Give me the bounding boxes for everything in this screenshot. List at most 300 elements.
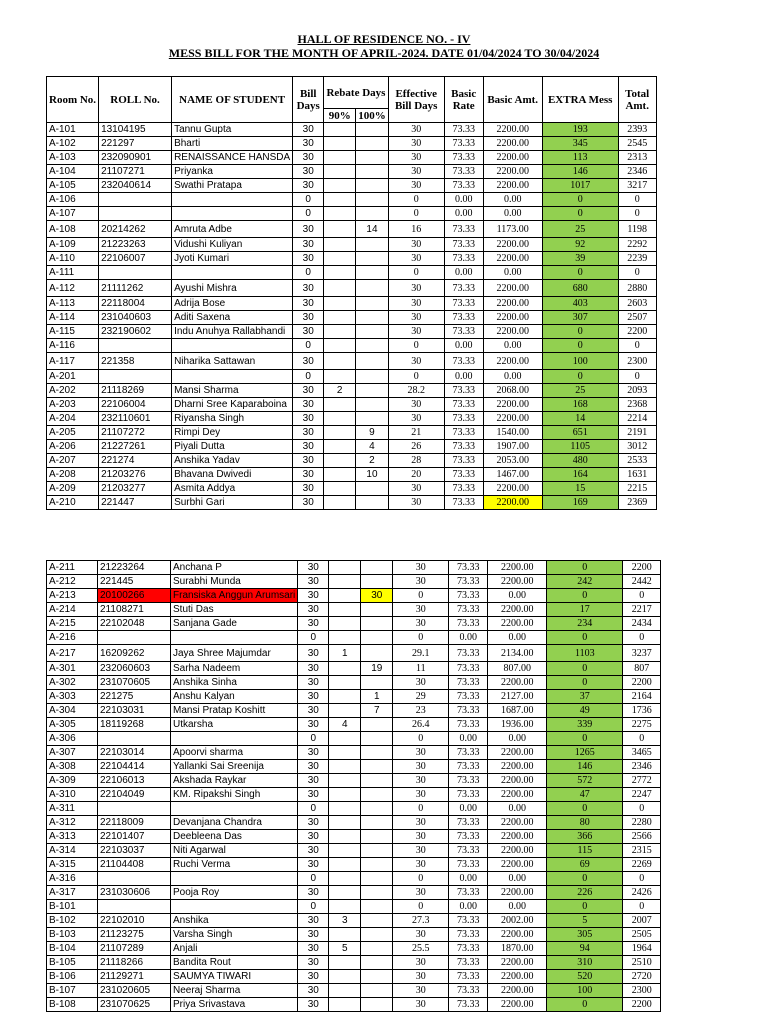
roll-cell: 21123275 xyxy=(98,928,171,942)
effective-days-cell: 0 xyxy=(393,802,449,816)
basic-rate-cell: 73.33 xyxy=(444,384,483,398)
roll-cell: 221275 xyxy=(98,690,171,704)
total-amt-cell: 1964 xyxy=(623,942,661,956)
rebate-100-cell xyxy=(361,844,393,858)
table-row xyxy=(47,468,657,482)
table-row xyxy=(47,339,657,353)
rebate-90-cell xyxy=(324,468,356,482)
room-cell: A-303 xyxy=(47,690,98,704)
roll-cell: 21118266 xyxy=(98,956,171,970)
rebate-90-cell xyxy=(329,970,361,984)
extra-mess-cell: 14 xyxy=(542,412,618,426)
rebate-90-cell xyxy=(324,440,356,454)
extra-mess-cell: 480 xyxy=(542,454,618,468)
extra-mess-cell: 242 xyxy=(547,575,623,589)
rebate-100-cell: 14 xyxy=(356,221,389,238)
room-cell: A-206 xyxy=(47,440,99,454)
room-cell: A-108 xyxy=(47,221,99,238)
room-cell: A-306 xyxy=(47,732,98,746)
rebate-90-cell xyxy=(324,398,356,412)
roll-cell: 22118009 xyxy=(98,816,171,830)
basic-amt-cell: 2053.00 xyxy=(483,454,542,468)
name-cell xyxy=(171,631,298,645)
table-row xyxy=(47,942,661,956)
basic-amt-cell: 2200.00 xyxy=(483,353,542,370)
table-row xyxy=(47,760,661,774)
roll-cell: 231070605 xyxy=(98,676,171,690)
extra-mess-cell: 0 xyxy=(542,339,618,353)
rebate-100-cell xyxy=(361,984,393,998)
room-cell: A-304 xyxy=(47,704,98,718)
total-amt-cell: 2346 xyxy=(623,760,661,774)
total-amt-cell: 2880 xyxy=(618,280,656,297)
header-rebate-90: 90% xyxy=(324,109,356,123)
roll-cell: 22103031 xyxy=(98,704,171,718)
roll-cell xyxy=(98,802,171,816)
roll-cell: 21111262 xyxy=(99,280,172,297)
extra-mess-cell: 100 xyxy=(547,984,623,998)
basic-amt-cell: 1467.00 xyxy=(483,468,542,482)
bill-days-cell: 0 xyxy=(298,900,329,914)
bill-title: MESS BILL FOR THE MONTH OF APRIL-2024. DATE 01/04/2024 TO 30/04/2024 xyxy=(168,46,600,60)
room-cell: A-312 xyxy=(47,816,98,830)
total-amt-cell: 0 xyxy=(623,872,661,886)
basic-rate-cell: 73.33 xyxy=(444,325,483,339)
name-cell: Pooja Roy xyxy=(171,886,298,900)
basic-rate-cell: 73.33 xyxy=(449,970,488,984)
table-row xyxy=(47,816,661,830)
rebate-100-cell xyxy=(361,676,393,690)
total-amt-cell: 2200 xyxy=(623,561,661,575)
effective-days-cell: 30 xyxy=(388,398,444,412)
name-cell xyxy=(171,802,298,816)
table-row xyxy=(47,412,657,426)
table-row xyxy=(47,238,657,252)
total-amt-cell: 2442 xyxy=(623,575,661,589)
rebate-90-cell xyxy=(329,617,361,631)
total-amt-cell: 2426 xyxy=(623,886,661,900)
roll-cell: 21104408 xyxy=(98,858,171,872)
rebate-100-cell: 10 xyxy=(356,468,389,482)
rebate-90-cell: 1 xyxy=(329,645,361,662)
room-cell: A-105 xyxy=(47,179,99,193)
rebate-90-cell xyxy=(324,370,356,384)
rebate-100-cell xyxy=(361,603,393,617)
basic-amt-cell: 2200.00 xyxy=(488,956,547,970)
table-row xyxy=(47,830,661,844)
roll-cell xyxy=(98,732,171,746)
extra-mess-cell: 39 xyxy=(542,252,618,266)
rebate-90-cell xyxy=(329,858,361,872)
rebate-100-cell xyxy=(361,802,393,816)
roll-cell: 221274 xyxy=(99,454,172,468)
total-amt-cell: 2247 xyxy=(623,788,661,802)
table-row xyxy=(47,631,661,645)
rebate-100-cell xyxy=(356,179,389,193)
effective-days-cell: 0 xyxy=(388,193,444,207)
bill-days-cell: 30 xyxy=(298,816,329,830)
total-amt-cell: 2191 xyxy=(618,426,656,440)
effective-days-cell: 30 xyxy=(393,998,449,1012)
rebate-100-cell xyxy=(361,631,393,645)
name-cell: Neeraj Sharma xyxy=(171,984,298,998)
total-amt-cell: 2200 xyxy=(623,676,661,690)
effective-days-cell: 30 xyxy=(393,858,449,872)
extra-mess-cell: 403 xyxy=(542,297,618,311)
room-cell: B-105 xyxy=(47,956,98,970)
rebate-100-cell xyxy=(356,353,389,370)
rebate-90-cell xyxy=(324,496,356,510)
extra-mess-cell: 168 xyxy=(542,398,618,412)
name-cell: Priya Srivastava xyxy=(171,998,298,1012)
room-cell: A-113 xyxy=(47,297,99,311)
extra-mess-cell: 307 xyxy=(542,311,618,325)
bill-days-cell: 0 xyxy=(298,802,329,816)
name-cell: Akshada Raykar xyxy=(171,774,298,788)
roll-cell: 221358 xyxy=(99,353,172,370)
table-row xyxy=(47,325,657,339)
basic-rate-cell: 73.33 xyxy=(449,956,488,970)
extra-mess-cell: 0 xyxy=(542,207,618,221)
basic-amt-cell: 2200.00 xyxy=(488,816,547,830)
effective-days-cell: 30 xyxy=(388,179,444,193)
bill-days-cell: 30 xyxy=(298,589,329,603)
effective-days-cell: 26 xyxy=(388,440,444,454)
table-row xyxy=(47,384,657,398)
rebate-90-cell: 2 xyxy=(324,384,356,398)
basic-rate-cell: 73.33 xyxy=(449,942,488,956)
basic-rate-cell: 73.33 xyxy=(444,353,483,370)
bill-days-cell: 30 xyxy=(298,575,329,589)
rebate-90-cell xyxy=(324,151,356,165)
rebate-100-cell: 7 xyxy=(361,704,393,718)
roll-cell xyxy=(99,370,172,384)
effective-days-cell: 30 xyxy=(388,238,444,252)
bill-days-cell: 0 xyxy=(298,631,329,645)
effective-days-cell: 30 xyxy=(388,412,444,426)
rebate-100-cell xyxy=(361,760,393,774)
room-cell: B-103 xyxy=(47,928,98,942)
room-cell: A-316 xyxy=(47,872,98,886)
basic-rate-cell: 73.33 xyxy=(449,561,488,575)
bill-days-cell: 30 xyxy=(298,914,329,928)
extra-mess-cell: 0 xyxy=(542,193,618,207)
bill-days-cell: 30 xyxy=(293,496,324,510)
rebate-100-cell xyxy=(356,370,389,384)
room-cell: A-116 xyxy=(47,339,99,353)
basic-rate-cell: 73.33 xyxy=(449,690,488,704)
effective-days-cell: 30 xyxy=(388,325,444,339)
header-basic-rate: Basic Rate xyxy=(444,77,483,123)
roll-cell xyxy=(98,631,171,645)
bill-days-cell: 30 xyxy=(293,353,324,370)
rebate-100-cell xyxy=(356,207,389,221)
bill-days-cell: 30 xyxy=(298,998,329,1012)
name-cell: Piyali Dutta xyxy=(172,440,293,454)
rebate-90-cell xyxy=(329,662,361,676)
rebate-100-cell xyxy=(361,830,393,844)
table-body-bottom xyxy=(47,561,661,1012)
name-cell xyxy=(172,370,293,384)
table-row xyxy=(47,645,661,662)
basic-amt-cell: 2200.00 xyxy=(488,603,547,617)
rebate-90-cell xyxy=(324,454,356,468)
effective-days-cell: 23 xyxy=(393,704,449,718)
table-row xyxy=(47,179,657,193)
room-cell: A-217 xyxy=(47,645,98,662)
name-cell: Ayushi Mishra xyxy=(172,280,293,297)
effective-days-cell: 30 xyxy=(388,252,444,266)
basic-rate-cell: 73.33 xyxy=(449,760,488,774)
extra-mess-cell: 25 xyxy=(542,384,618,398)
rebate-100-cell xyxy=(356,280,389,297)
name-cell xyxy=(172,193,293,207)
room-cell: A-313 xyxy=(47,830,98,844)
room-cell: A-106 xyxy=(47,193,99,207)
table-row xyxy=(47,353,657,370)
table-row xyxy=(47,603,661,617)
bill-days-cell: 0 xyxy=(293,339,324,353)
rebate-90-cell xyxy=(329,603,361,617)
roll-cell: 20100266 xyxy=(98,589,171,603)
rebate-90-cell xyxy=(324,426,356,440)
rebate-100-cell: 1 xyxy=(361,690,393,704)
total-amt-cell: 0 xyxy=(618,266,656,280)
roll-cell: 21227261 xyxy=(99,440,172,454)
rebate-90-cell xyxy=(324,165,356,179)
effective-days-cell: 30 xyxy=(393,617,449,631)
table-row xyxy=(47,280,657,297)
extra-mess-cell: 305 xyxy=(547,928,623,942)
basic-rate-cell: 73.33 xyxy=(444,496,483,510)
name-cell: Deebleena Das xyxy=(171,830,298,844)
name-cell: Aditi Saxena xyxy=(172,311,293,325)
extra-mess-cell: 1103 xyxy=(547,645,623,662)
name-cell: Anchana P xyxy=(171,561,298,575)
extra-mess-cell: 15 xyxy=(542,482,618,496)
basic-rate-cell: 73.33 xyxy=(449,886,488,900)
effective-days-cell: 30 xyxy=(393,603,449,617)
name-cell: Bharti xyxy=(172,137,293,151)
name-cell: Rimpi Dey xyxy=(172,426,293,440)
table-row xyxy=(47,718,661,732)
table-row xyxy=(47,802,661,816)
basic-rate-cell: 73.33 xyxy=(449,662,488,676)
effective-days-cell: 30 xyxy=(393,928,449,942)
total-amt-cell: 2315 xyxy=(623,844,661,858)
name-cell xyxy=(171,732,298,746)
room-cell: A-301 xyxy=(47,662,98,676)
total-amt-cell: 2434 xyxy=(623,617,661,631)
effective-days-cell: 30 xyxy=(393,816,449,830)
total-amt-cell: 2269 xyxy=(623,858,661,872)
room-cell: A-215 xyxy=(47,617,98,631)
name-cell: Apoorvi sharma xyxy=(171,746,298,760)
roll-cell: 18119268 xyxy=(98,718,171,732)
total-amt-cell: 2603 xyxy=(618,297,656,311)
rebate-100-cell: 30 xyxy=(361,589,393,603)
name-cell: Priyanka xyxy=(172,165,293,179)
basic-rate-cell: 0.00 xyxy=(444,193,483,207)
bill-days-cell: 30 xyxy=(298,942,329,956)
rebate-100-cell xyxy=(361,900,393,914)
rebate-100-cell xyxy=(356,482,389,496)
basic-rate-cell: 73.33 xyxy=(449,575,488,589)
roll-cell: 21223264 xyxy=(98,561,171,575)
name-cell: Bandita Rout xyxy=(171,956,298,970)
rebate-90-cell xyxy=(324,339,356,353)
basic-rate-cell: 73.33 xyxy=(444,468,483,482)
bill-days-cell: 0 xyxy=(293,370,324,384)
name-cell: Fransiska Anggun Arumsari xyxy=(171,589,298,603)
extra-mess-cell: 169 xyxy=(542,496,618,510)
room-cell: A-204 xyxy=(47,412,99,426)
bill-days-cell: 30 xyxy=(298,617,329,631)
header-name: NAME OF STUDENT xyxy=(172,77,293,123)
rebate-100-cell xyxy=(361,746,393,760)
effective-days-cell: 30 xyxy=(388,297,444,311)
roll-cell: 231040603 xyxy=(99,311,172,325)
roll-cell: 22102048 xyxy=(98,617,171,631)
bill-days-cell: 30 xyxy=(293,151,324,165)
name-cell: KM. Ripakshi Singh xyxy=(171,788,298,802)
basic-rate-cell: 73.33 xyxy=(449,816,488,830)
name-cell: Tannu Gupta xyxy=(172,123,293,137)
effective-days-cell: 0 xyxy=(393,732,449,746)
room-cell: B-104 xyxy=(47,942,98,956)
rebate-90-cell xyxy=(329,788,361,802)
roll-cell xyxy=(98,900,171,914)
total-amt-cell: 0 xyxy=(623,732,661,746)
effective-days-cell: 0 xyxy=(388,266,444,280)
roll-cell: 16209262 xyxy=(98,645,171,662)
basic-amt-cell: 2200.00 xyxy=(483,280,542,297)
roll-cell: 221447 xyxy=(99,496,172,510)
extra-mess-cell: 0 xyxy=(542,325,618,339)
basic-amt-cell: 2200.00 xyxy=(483,496,542,510)
basic-amt-cell: 2200.00 xyxy=(483,151,542,165)
effective-days-cell: 30 xyxy=(393,746,449,760)
rebate-90-cell xyxy=(329,589,361,603)
basic-rate-cell: 73.33 xyxy=(449,645,488,662)
bill-days-cell: 30 xyxy=(293,482,324,496)
table-body-top xyxy=(47,123,657,510)
basic-amt-cell: 2200.00 xyxy=(483,123,542,137)
rebate-100-cell xyxy=(356,339,389,353)
header-extra-mess: EXTRA Mess xyxy=(542,77,618,123)
table-row xyxy=(47,662,661,676)
rebate-100-cell: 19 xyxy=(361,662,393,676)
table-row xyxy=(47,266,657,280)
basic-rate-cell: 0.00 xyxy=(444,266,483,280)
total-amt-cell: 1736 xyxy=(623,704,661,718)
rebate-100-cell xyxy=(361,872,393,886)
bill-days-cell: 30 xyxy=(298,718,329,732)
extra-mess-cell: 164 xyxy=(542,468,618,482)
extra-mess-cell: 94 xyxy=(547,942,623,956)
total-amt-cell: 1631 xyxy=(618,468,656,482)
rebate-100-cell: 2 xyxy=(356,454,389,468)
basic-rate-cell: 0.00 xyxy=(449,631,488,645)
room-cell: A-107 xyxy=(47,207,99,221)
rebate-100-cell xyxy=(361,617,393,631)
bill-days-cell: 30 xyxy=(298,603,329,617)
total-amt-cell: 0 xyxy=(618,207,656,221)
effective-days-cell: 30 xyxy=(393,676,449,690)
total-amt-cell: 0 xyxy=(618,193,656,207)
basic-amt-cell: 2200.00 xyxy=(488,928,547,942)
basic-amt-cell: 2200.00 xyxy=(483,412,542,426)
basic-amt-cell: 0.00 xyxy=(483,370,542,384)
bill-days-cell: 30 xyxy=(298,561,329,575)
basic-amt-cell: 2200.00 xyxy=(483,179,542,193)
effective-days-cell: 30 xyxy=(393,788,449,802)
basic-amt-cell: 1870.00 xyxy=(488,942,547,956)
extra-mess-cell: 49 xyxy=(547,704,623,718)
bill-days-cell: 30 xyxy=(298,844,329,858)
effective-days-cell: 0 xyxy=(393,872,449,886)
name-cell: Mansi Pratap Koshitt xyxy=(171,704,298,718)
total-amt-cell: 0 xyxy=(623,802,661,816)
table-row xyxy=(47,207,657,221)
rebate-100-cell xyxy=(361,816,393,830)
basic-amt-cell: 0.00 xyxy=(488,900,547,914)
basic-amt-cell: 2200.00 xyxy=(483,482,542,496)
bill-days-cell: 30 xyxy=(293,325,324,339)
basic-amt-cell: 2134.00 xyxy=(488,645,547,662)
bill-days-cell: 30 xyxy=(298,970,329,984)
room-cell: A-311 xyxy=(47,802,98,816)
room-cell: A-201 xyxy=(47,370,99,384)
total-amt-cell: 2368 xyxy=(618,398,656,412)
total-amt-cell: 2275 xyxy=(623,718,661,732)
name-cell: Bhavana Dwivedi xyxy=(172,468,293,482)
basic-amt-cell: 0.00 xyxy=(483,266,542,280)
roll-cell: 232190602 xyxy=(99,325,172,339)
total-amt-cell: 2280 xyxy=(623,816,661,830)
name-cell xyxy=(172,266,293,280)
roll-cell: 21203276 xyxy=(99,468,172,482)
name-cell: SAUMYA TIWARI xyxy=(171,970,298,984)
roll-cell: 21118269 xyxy=(99,384,172,398)
rebate-90-cell xyxy=(329,732,361,746)
room-cell: A-207 xyxy=(47,454,99,468)
bill-days-cell: 30 xyxy=(293,398,324,412)
effective-days-cell: 28 xyxy=(388,454,444,468)
table-row xyxy=(47,589,661,603)
rebate-90-cell xyxy=(324,482,356,496)
table-row xyxy=(47,844,661,858)
roll-cell: 22106007 xyxy=(99,252,172,266)
room-cell: A-209 xyxy=(47,482,99,496)
header-effective-days: Effective Bill Days xyxy=(388,77,444,123)
rebate-100-cell xyxy=(361,774,393,788)
basic-rate-cell: 0.00 xyxy=(449,900,488,914)
table-row xyxy=(47,984,661,998)
name-cell: Vidushi Kuliyan xyxy=(172,238,293,252)
table-row xyxy=(47,398,657,412)
bill-days-cell: 30 xyxy=(298,676,329,690)
rebate-100-cell xyxy=(356,193,389,207)
roll-cell: 22118004 xyxy=(99,297,172,311)
room-cell: A-115 xyxy=(47,325,99,339)
table-row xyxy=(47,746,661,760)
basic-amt-cell: 807.00 xyxy=(488,662,547,676)
extra-mess-cell: 37 xyxy=(547,690,623,704)
basic-rate-cell: 73.33 xyxy=(449,914,488,928)
rebate-90-cell xyxy=(329,561,361,575)
bill-days-cell: 30 xyxy=(293,123,324,137)
